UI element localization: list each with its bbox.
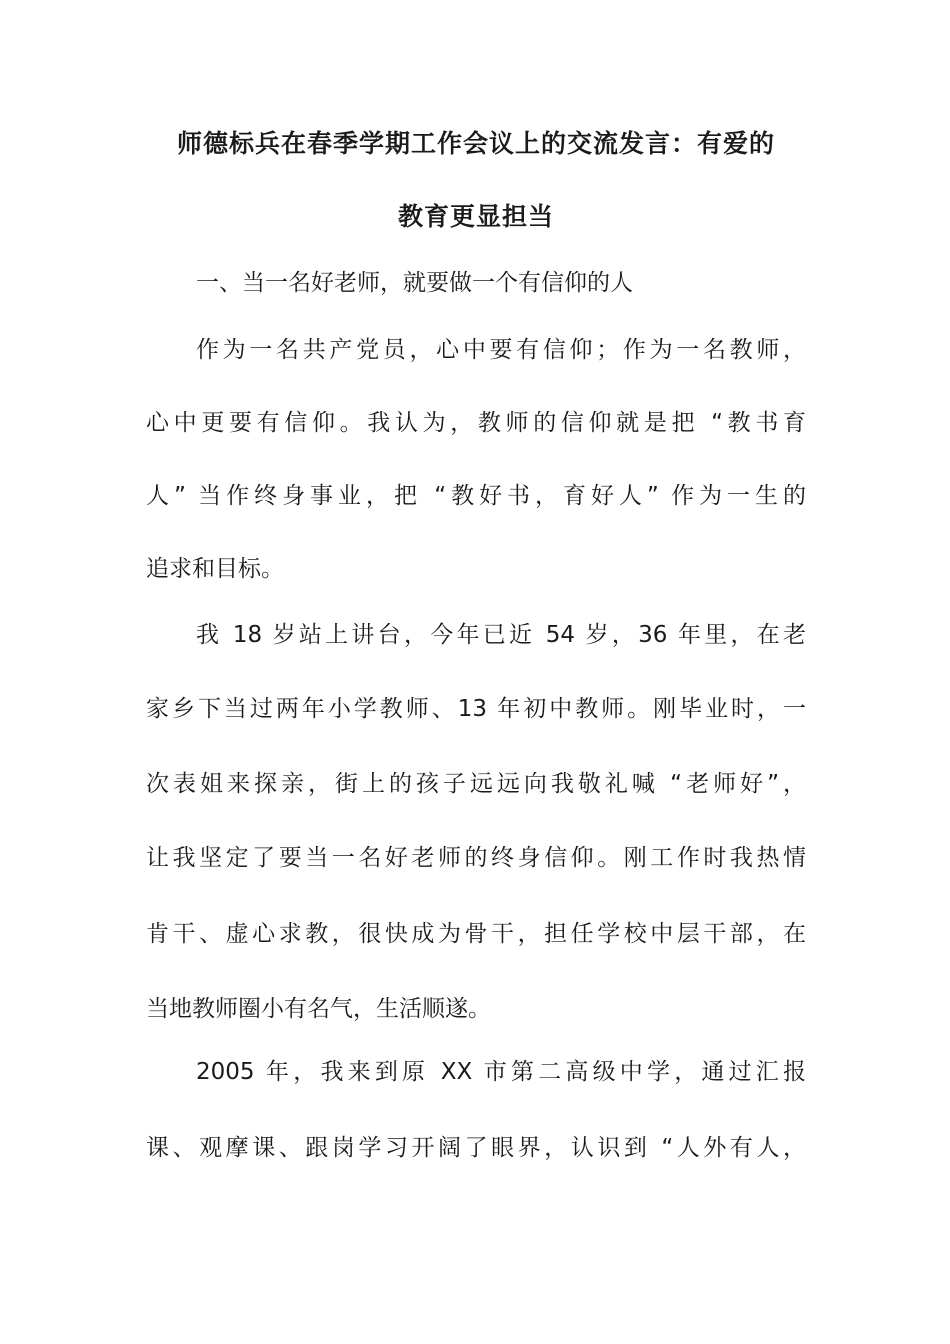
body-line: 课、观摩课、跟岗学习开阔了眼界，认识到 “人外有人，: [146, 1135, 806, 1161]
body-line: 让我坚定了要当一名好老师的终身信仰。刚工作时我热情: [146, 845, 806, 871]
body-line: 家乡下当过两年小学教师、13 年初中教师。刚毕业时，一: [146, 696, 806, 722]
document-title-line-2: 教育更显担当: [397, 202, 554, 231]
body-line: 人” 当作终身事业，把 “教好书，育好人” 作为一生的: [146, 483, 806, 509]
body-line: 我 18 岁站上讲台，今年已近 54 岁，36 年里，在老: [196, 622, 806, 648]
body-line: 肯干、虚心求教，很快成为骨干，担任学校中层干部，在: [146, 921, 806, 947]
body-line: 次表姐来探亲，街上的孩子远远向我敬礼喊 “老师好”，: [146, 771, 806, 797]
document-title-line-1: 师德标兵在春季学期工作会议上的交流发言：有爱的: [176, 129, 775, 158]
body-line: 追求和目标。: [146, 556, 284, 582]
body-line: 2005 年，我来到原 XX 市第二高级中学，通过汇报: [196, 1059, 806, 1085]
section-heading: 一、当一名好老师，就要做一个有信仰的人: [196, 270, 633, 296]
body-line: 当地教师圈小有名气，生活顺遂。: [146, 996, 491, 1022]
body-line: 作为一名共产党员，心中要有信仰；作为一名教师，: [196, 337, 806, 363]
body-line: 心中更要有信仰。我认为，教师的信仰就是把 “教书育: [146, 410, 806, 436]
